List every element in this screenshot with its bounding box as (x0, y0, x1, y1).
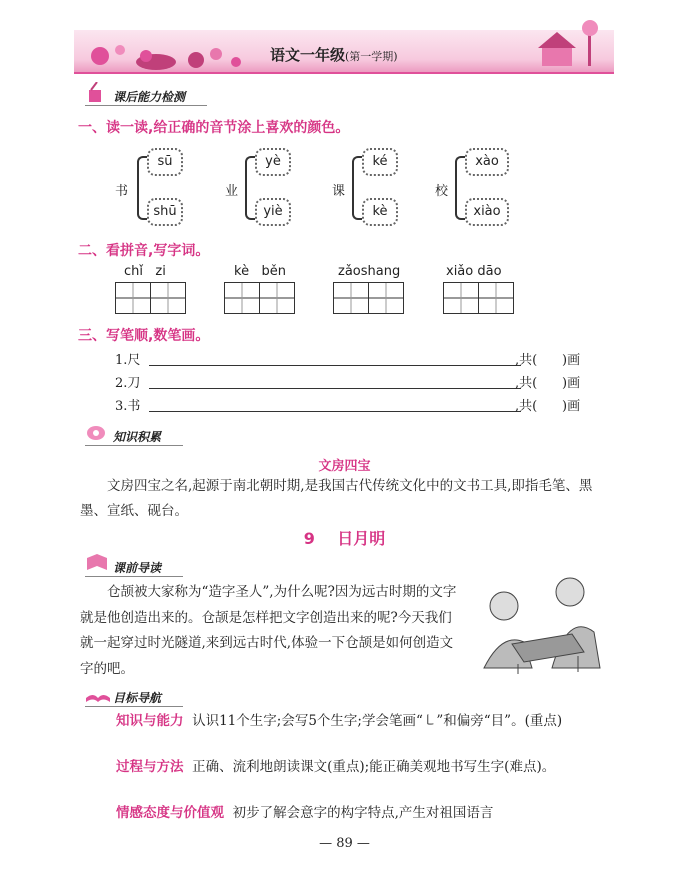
q1-option[interactable]: yè (255, 148, 291, 176)
brace (245, 156, 255, 220)
q2-pinyin: chǐ zi (124, 264, 166, 279)
goal-item (80, 756, 610, 779)
section-goals-title: 目标导航 (85, 691, 183, 707)
section-preread-banner (85, 557, 183, 576)
open-book-icon (85, 684, 111, 704)
goal-item (80, 802, 610, 825)
header-subtitle: (第一学期) (345, 50, 398, 63)
grid-cell[interactable] (151, 283, 185, 313)
section-check-title: 课后能力检测 (85, 90, 207, 106)
goal-label: 情感态度与价值观 (116, 805, 224, 821)
goal-label: 知识与能力 (116, 713, 184, 729)
q2-pinyin: zǎoshang (338, 264, 401, 279)
header-title-text: 语文一年级 (270, 46, 346, 64)
q1-option[interactable]: xiào (465, 198, 509, 226)
brace (137, 156, 147, 220)
q1-char: 业 (225, 184, 239, 199)
q1-option[interactable]: yiè (255, 198, 291, 226)
lesson-name: 日月明 (337, 529, 386, 548)
q3-row-suffix: ,共( )画 (515, 353, 581, 368)
disc-icon (85, 423, 107, 443)
q3-answer-line[interactable] (149, 365, 521, 366)
q3-row-label: 1.尺 (115, 353, 141, 368)
q3-row-suffix: ,共( )画 (515, 376, 581, 391)
section-knowledge-banner (85, 426, 183, 445)
page-number: — 89 — (319, 836, 370, 851)
section-preread-title: 课前导读 (85, 561, 183, 577)
q2-pinyin: kè běn (234, 264, 286, 279)
header-flower-decoration (86, 36, 246, 70)
goal-text: 正确、流利地朗读课文(重点);能正确美观地书写生字(难点)。 (192, 759, 556, 775)
house-icon (530, 20, 610, 70)
flowers-icon (86, 36, 246, 70)
q1-option[interactable]: xào (465, 148, 509, 176)
q1-char: 校 (435, 184, 449, 199)
q3-answer-line[interactable] (149, 388, 521, 389)
goal-text: 认识11个生字;会写5个生字;学会笔画“㇄”和偏旁“目”。(重点) (192, 713, 563, 729)
q2-title: 二、看拼音,写字词。 (78, 243, 210, 259)
q1-char: 课 (332, 184, 346, 199)
q2-writing-grid[interactable] (333, 282, 404, 314)
q1-char: 书 (115, 184, 129, 199)
header-house-decoration (530, 20, 610, 70)
q3-row (115, 372, 607, 392)
q3-row (115, 349, 607, 369)
book-icon (85, 554, 109, 574)
q3-title: 三、写笔顺,数笔画。 (78, 328, 210, 344)
section-check-banner (85, 86, 207, 105)
q3-answer-line[interactable] (149, 411, 521, 412)
lesson-number: 9 (303, 529, 315, 548)
brace (352, 156, 362, 220)
grid-cell[interactable] (225, 283, 260, 313)
q3-row (115, 395, 607, 415)
brace (455, 156, 465, 220)
goal-label: 过程与方法 (116, 759, 184, 775)
grid-cell[interactable] (479, 283, 513, 313)
q3-row-label: 2.刀 (115, 376, 141, 391)
grid-cell[interactable] (260, 283, 294, 313)
section-knowledge-title: 知识积累 (85, 430, 183, 446)
q3-row-suffix: ,共( )画 (515, 399, 581, 414)
q1-option[interactable]: sū (147, 148, 183, 176)
knowledge-text: 文房四宝之名,起源于南北朝时期,是我国古代传统文化中的文书工具,即指毛笔、黑墨、宣纸、砚台。 (80, 478, 593, 519)
goal-item (80, 710, 610, 733)
q2-pinyin: xiǎo dāo (446, 264, 502, 279)
grid-cell[interactable] (444, 283, 479, 313)
q2-writing-grid[interactable] (224, 282, 295, 314)
grid-cell[interactable] (334, 283, 369, 313)
people-writing-illustration (472, 572, 607, 675)
illustration-cangjie (472, 572, 607, 675)
pencil-cup-icon (85, 82, 107, 104)
goal-text: 初步了解会意字的构字特点,产生对祖国语言 (232, 805, 494, 821)
q2-writing-grid[interactable] (115, 282, 186, 314)
q1-option[interactable]: ké (362, 148, 398, 176)
header-title (270, 44, 398, 65)
q1-option[interactable]: shū (147, 198, 183, 226)
grid-cell[interactable] (369, 283, 403, 313)
q1-title: 一、读一读,给正确的音节涂上喜欢的颜色。 (78, 120, 350, 136)
section-goals-banner (85, 687, 183, 706)
preread-text: 仓颉被大家称为“造字圣人”,为什么呢?因为远古时期的文字就是他创造出来的。仓颉是怎样把文字创造出来的呢?今天我们就一起穿过时光隧道,来到远古时代,体验一下仓颉是如何创造文字的吧。 (80, 584, 457, 677)
q2-writing-grid[interactable] (443, 282, 514, 314)
knowledge-heading: 文房四宝 (318, 459, 371, 474)
q3-row-label: 3.书 (115, 399, 141, 414)
q1-option[interactable]: kè (362, 198, 398, 226)
grid-cell[interactable] (116, 283, 151, 313)
lesson-title (0, 526, 689, 549)
